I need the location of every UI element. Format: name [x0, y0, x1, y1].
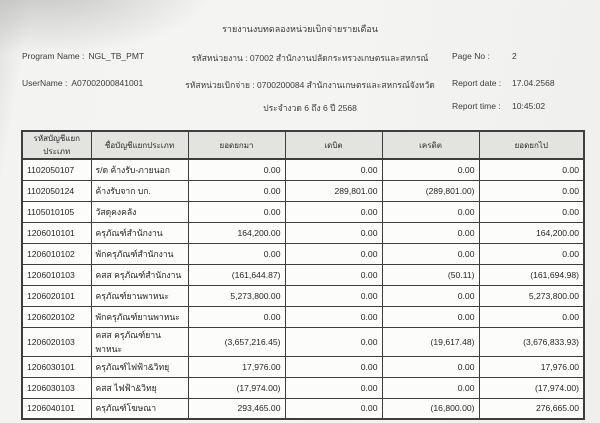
program-name-value: NGL_TB_PMT [88, 51, 145, 61]
account-code-cell: 1105010105 [22, 201, 91, 222]
account-name-cell: ครุภัณฑ์ไฟฟ้า&วิทยุ [91, 356, 188, 377]
ending-balance-cell: (161,694.98) [479, 264, 584, 285]
ending-balance-cell: 0.00 [479, 201, 584, 222]
table-row [22, 264, 584, 285]
table-row [22, 327, 584, 356]
credit-cell: 0.00 [382, 159, 479, 180]
ending-balance-cell: (3,676,833.93) [479, 327, 584, 356]
table-row [22, 201, 584, 222]
credit-cell: 0.00 [382, 243, 479, 264]
credit-cell: (50.11) [382, 264, 479, 285]
debit-cell: 0.00 [285, 327, 382, 356]
agency-code-line: รหัสหน่วยงาน : 07002 สำนักงานปลัดกระทรวงเกษตรและสหกรณ์ [191, 53, 429, 63]
account-name-cell: ครุภัณฑ์โฆษณา [91, 398, 188, 419]
col-header-account-code: รหัสบัญชีแยกประเภท [22, 131, 91, 159]
beginning-balance-cell: 293,465.00 [188, 398, 285, 419]
account-name-cell: คสส ครุภัณฑ์สำนักงาน [91, 264, 188, 285]
report-time-label: Report time : [452, 101, 501, 111]
account-code-cell: 1206010103 [22, 264, 91, 285]
ending-balance-cell: 276,665.00 [479, 398, 584, 419]
debit-cell: 0.00 [285, 159, 382, 180]
table-body [22, 159, 584, 419]
trial-balance-table [21, 130, 585, 420]
account-code-cell: 1206030103 [22, 377, 91, 398]
report-date-label: Report date : [452, 78, 502, 88]
beginning-balance-cell: 0.00 [188, 180, 285, 201]
account-name-cell: ครุภัณฑ์สำนักงาน [91, 222, 188, 243]
ending-balance-cell: 17,976.00 [479, 356, 584, 377]
account-name-cell: พักครุภัณฑ์ยานพาหนะ [91, 306, 188, 327]
debit-cell: 0.00 [285, 222, 382, 243]
debit-cell: 0.00 [285, 243, 382, 264]
page-no-value: 2 [512, 51, 517, 61]
account-name-cell: ร/ด ค้างรับ-ภายนอก [91, 159, 188, 180]
payment-unit-line: รหัสหน่วยเบิกจ่าย : 0700200084 สำนักงานเกษตรและสหกรณ์จังหวัด [185, 80, 435, 90]
account-code-cell: 1102050107 [22, 159, 91, 180]
beginning-balance-cell: 0.00 [188, 243, 285, 264]
table-row [22, 306, 584, 327]
beginning-balance-cell: (161,644.87) [188, 264, 285, 285]
account-name-cell: คสส ครุภัณฑ์ยานพาหนะ [91, 327, 188, 356]
credit-cell: (16,800.00) [382, 398, 479, 419]
account-name-cell: ค้างรับจาก บก. [91, 180, 188, 201]
table-row [22, 377, 584, 398]
username-value: A07002000841001 [71, 78, 144, 88]
debit-cell: 0.00 [285, 398, 382, 419]
table-row [22, 159, 584, 180]
report-time-value: 10:45:02 [512, 101, 546, 111]
page-no-label: Page No : [452, 51, 490, 61]
account-code-cell: 1206040101 [22, 398, 91, 419]
table-row [22, 222, 584, 243]
account-code-cell: 1206020102 [22, 306, 91, 327]
table-row [22, 285, 584, 306]
credit-cell: (289,801.00) [382, 180, 479, 201]
debit-cell: 0.00 [285, 264, 382, 285]
ending-balance-cell: 0.00 [479, 159, 584, 180]
col-header-ending-balance: ยอดยกไป [479, 131, 584, 159]
col-header-account-name: ชื่อบัญชีแยกประเภท [91, 131, 188, 159]
credit-cell: 0.00 [382, 201, 479, 222]
account-code-cell: 1206010101 [22, 222, 91, 243]
account-code-cell: 1206020103 [22, 327, 91, 356]
account-name-cell: ครุภัณฑ์ยานพาหนะ [91, 285, 188, 306]
ending-balance-cell: (17,974.00) [479, 377, 584, 398]
beginning-balance-cell: 164,200.00 [188, 222, 285, 243]
table-row [22, 398, 584, 419]
debit-cell: 0.00 [285, 285, 382, 306]
credit-cell: 0.00 [382, 356, 479, 377]
credit-cell: 0.00 [382, 377, 479, 398]
col-header-beginning-balance: ยอดยกมา [188, 131, 285, 159]
ending-balance-cell: 0.00 [479, 306, 584, 327]
beginning-balance-cell: 0.00 [188, 159, 285, 180]
beginning-balance-cell: 0.00 [188, 306, 285, 327]
table-row [22, 180, 584, 201]
col-header-debit: เดบิต [285, 131, 382, 159]
account-name-cell: วัสดุคงคลัง [91, 201, 188, 222]
table-row [22, 243, 584, 264]
beginning-balance-cell: (17,974.00) [188, 377, 285, 398]
account-name-cell: คสส ไฟฟ้า&วิทยุ [91, 377, 188, 398]
credit-cell: 0.00 [382, 306, 479, 327]
beginning-balance-cell: 5,273,800.00 [188, 285, 285, 306]
ending-balance-cell: 0.00 [479, 180, 584, 201]
account-name-cell: พักครุภัณฑ์สำนักงาน [91, 243, 188, 264]
ending-balance-cell: 0.00 [479, 243, 584, 264]
debit-cell: 0.00 [285, 306, 382, 327]
ending-balance-cell: 5,273,800.00 [479, 285, 584, 306]
account-code-cell: 1206020101 [22, 285, 91, 306]
account-code-cell: 1206030101 [22, 356, 91, 377]
period-line: ประจำงวด 6 ถึง 6 ปี 2568 [263, 103, 357, 113]
debit-cell: 0.00 [285, 356, 382, 377]
debit-cell: 0.00 [285, 201, 382, 222]
page-title: รายงานงบทดลองหน่วยเบิกจ่ายรายเดือน [222, 24, 378, 34]
ending-balance-cell: 164,200.00 [479, 222, 584, 243]
col-header-credit: เครดิต [382, 131, 479, 159]
username-label: UserName : [22, 78, 68, 88]
beginning-balance-cell: 17,976.00 [188, 356, 285, 377]
table-header-row [22, 131, 584, 159]
credit-cell: (19,617.48) [382, 327, 479, 356]
beginning-balance-cell: (3,657,216.45) [188, 327, 285, 356]
report-date-value: 17.04.2568 [512, 78, 555, 88]
debit-cell: 289,801.00 [285, 180, 382, 201]
beginning-balance-cell: 0.00 [188, 201, 285, 222]
program-name-label: Program Name : [22, 51, 85, 61]
account-code-cell: 1102050124 [22, 180, 91, 201]
table-row [22, 356, 584, 377]
debit-cell: 0.00 [285, 377, 382, 398]
credit-cell: 0.00 [382, 222, 479, 243]
account-code-cell: 1206010102 [22, 243, 91, 264]
credit-cell: 0.00 [382, 285, 479, 306]
